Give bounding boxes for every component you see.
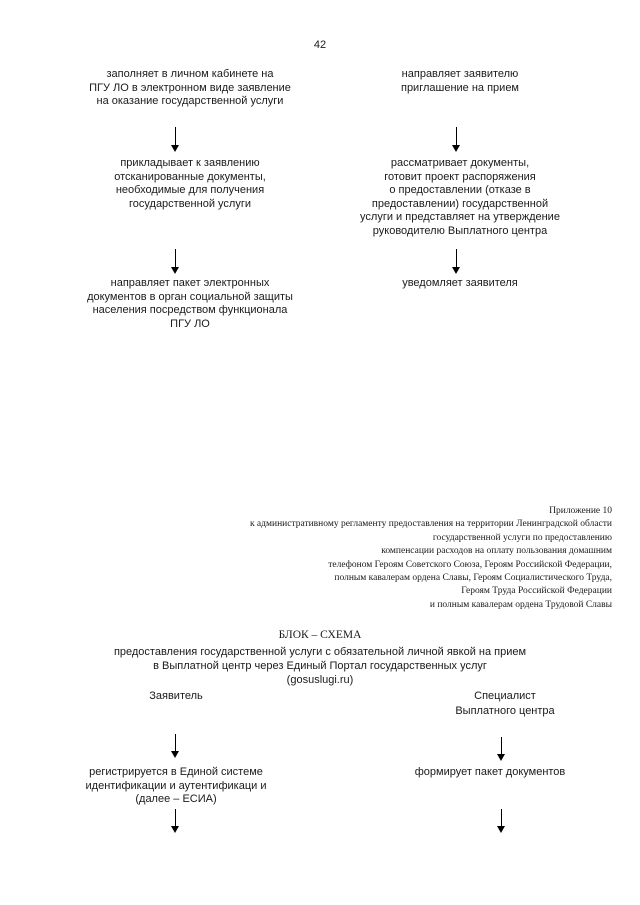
flow-arrow-down <box>171 249 180 274</box>
scheme-title: БЛОК – СХЕМА <box>278 629 362 641</box>
column-head-specialist <box>405 689 605 719</box>
text-line: идентификации и аутентификаци и <box>85 779 267 792</box>
flow-arrow-down <box>171 127 180 152</box>
text-line: документов в орган социальной защиты <box>87 290 293 303</box>
text-line: руководителю Выплатного центра <box>372 224 548 237</box>
text-line: (gosuslugi.ru) <box>286 674 354 686</box>
scheme-step-form-package <box>340 766 640 780</box>
page-number: 42 <box>313 39 327 51</box>
text-line: заполняет в личном кабинете на <box>106 68 274 80</box>
flow-arrow-down <box>497 737 506 761</box>
flow-step-notify-applicant <box>310 277 610 291</box>
flow-arrow-down <box>497 809 506 833</box>
flow-arrow-down <box>171 809 180 833</box>
text-line: отсканированные документы, <box>114 170 266 183</box>
flow-step-review-documents <box>310 157 610 238</box>
flow-step-fill-application <box>40 68 340 109</box>
text-line: предоставления государственной услуги с обязательной личной явкой на прием <box>113 646 527 658</box>
text-line: Специалист <box>474 690 536 702</box>
text-line: и полным кавалерам ордена Трудовой Славы <box>429 599 612 610</box>
text-line: о предоставлении (отказе в <box>389 184 531 196</box>
appendix-number: Приложение 10 <box>549 506 612 516</box>
text-line: Заявитель <box>149 690 203 702</box>
text-line: на оказание государственной услуги <box>96 95 284 107</box>
text-line: необходимые для получения <box>115 184 265 196</box>
text-line: услуги и представляет на утверждение <box>360 211 560 223</box>
text-line: телефоном Героям Советского Союза, Героям Российской Федерации, <box>328 559 612 570</box>
text-line: полным кавалерам ордена Славы, Героям Социалистического Труда, <box>334 573 612 584</box>
text-line: Выплатного центра <box>455 705 555 717</box>
column-head-applicant <box>76 689 276 704</box>
text-line: направляет заявителю <box>401 68 519 80</box>
text-line: в Выплатной центр через Единый Портал государственных услуг <box>153 660 487 672</box>
text-line: регистрируется в Единой системе <box>89 766 263 778</box>
flow-step-attach-documents <box>40 157 340 211</box>
text-line: Героям Труда Российской Федерации <box>461 586 612 597</box>
text-line: уведомляет заявителя <box>402 277 518 289</box>
text-line: готовит проект распоряжения <box>384 170 536 183</box>
flow-step-send-invitation <box>310 68 610 95</box>
flow-arrow-down <box>171 734 180 758</box>
text-line: ПГУ ЛО в электронном виде заявление <box>89 81 291 94</box>
text-line: (далее – ЕСИА) <box>135 793 217 805</box>
text-line: населения посредством функционала <box>92 304 288 316</box>
scheme-step-register-esia <box>26 766 326 807</box>
flow-arrow-down <box>452 127 461 152</box>
text-line: рассматривает документы, <box>390 157 530 169</box>
text-line: формирует пакет документов <box>414 766 566 778</box>
flow-step-send-package <box>40 277 340 331</box>
text-line: компенсации расходов на оплату пользования домашним <box>381 546 612 557</box>
scheme-subtitle <box>0 645 640 687</box>
text-line: государственной услуги <box>129 197 251 210</box>
text-line: предоставлении) государственной <box>371 197 549 210</box>
text-line: прикладывает к заявлению <box>120 157 260 169</box>
text-line: направляет пакет электронных <box>110 277 270 289</box>
text-line: ПГУ ЛО <box>170 317 210 330</box>
text-line: государственной услуги по предоставлению <box>432 532 612 543</box>
appendix-header <box>250 505 612 612</box>
flow-arrow-down <box>452 249 461 274</box>
text-line: приглашение на прием <box>400 81 519 94</box>
text-line: к административному регламенту предоставления на территории Ленинградской области <box>249 519 612 530</box>
